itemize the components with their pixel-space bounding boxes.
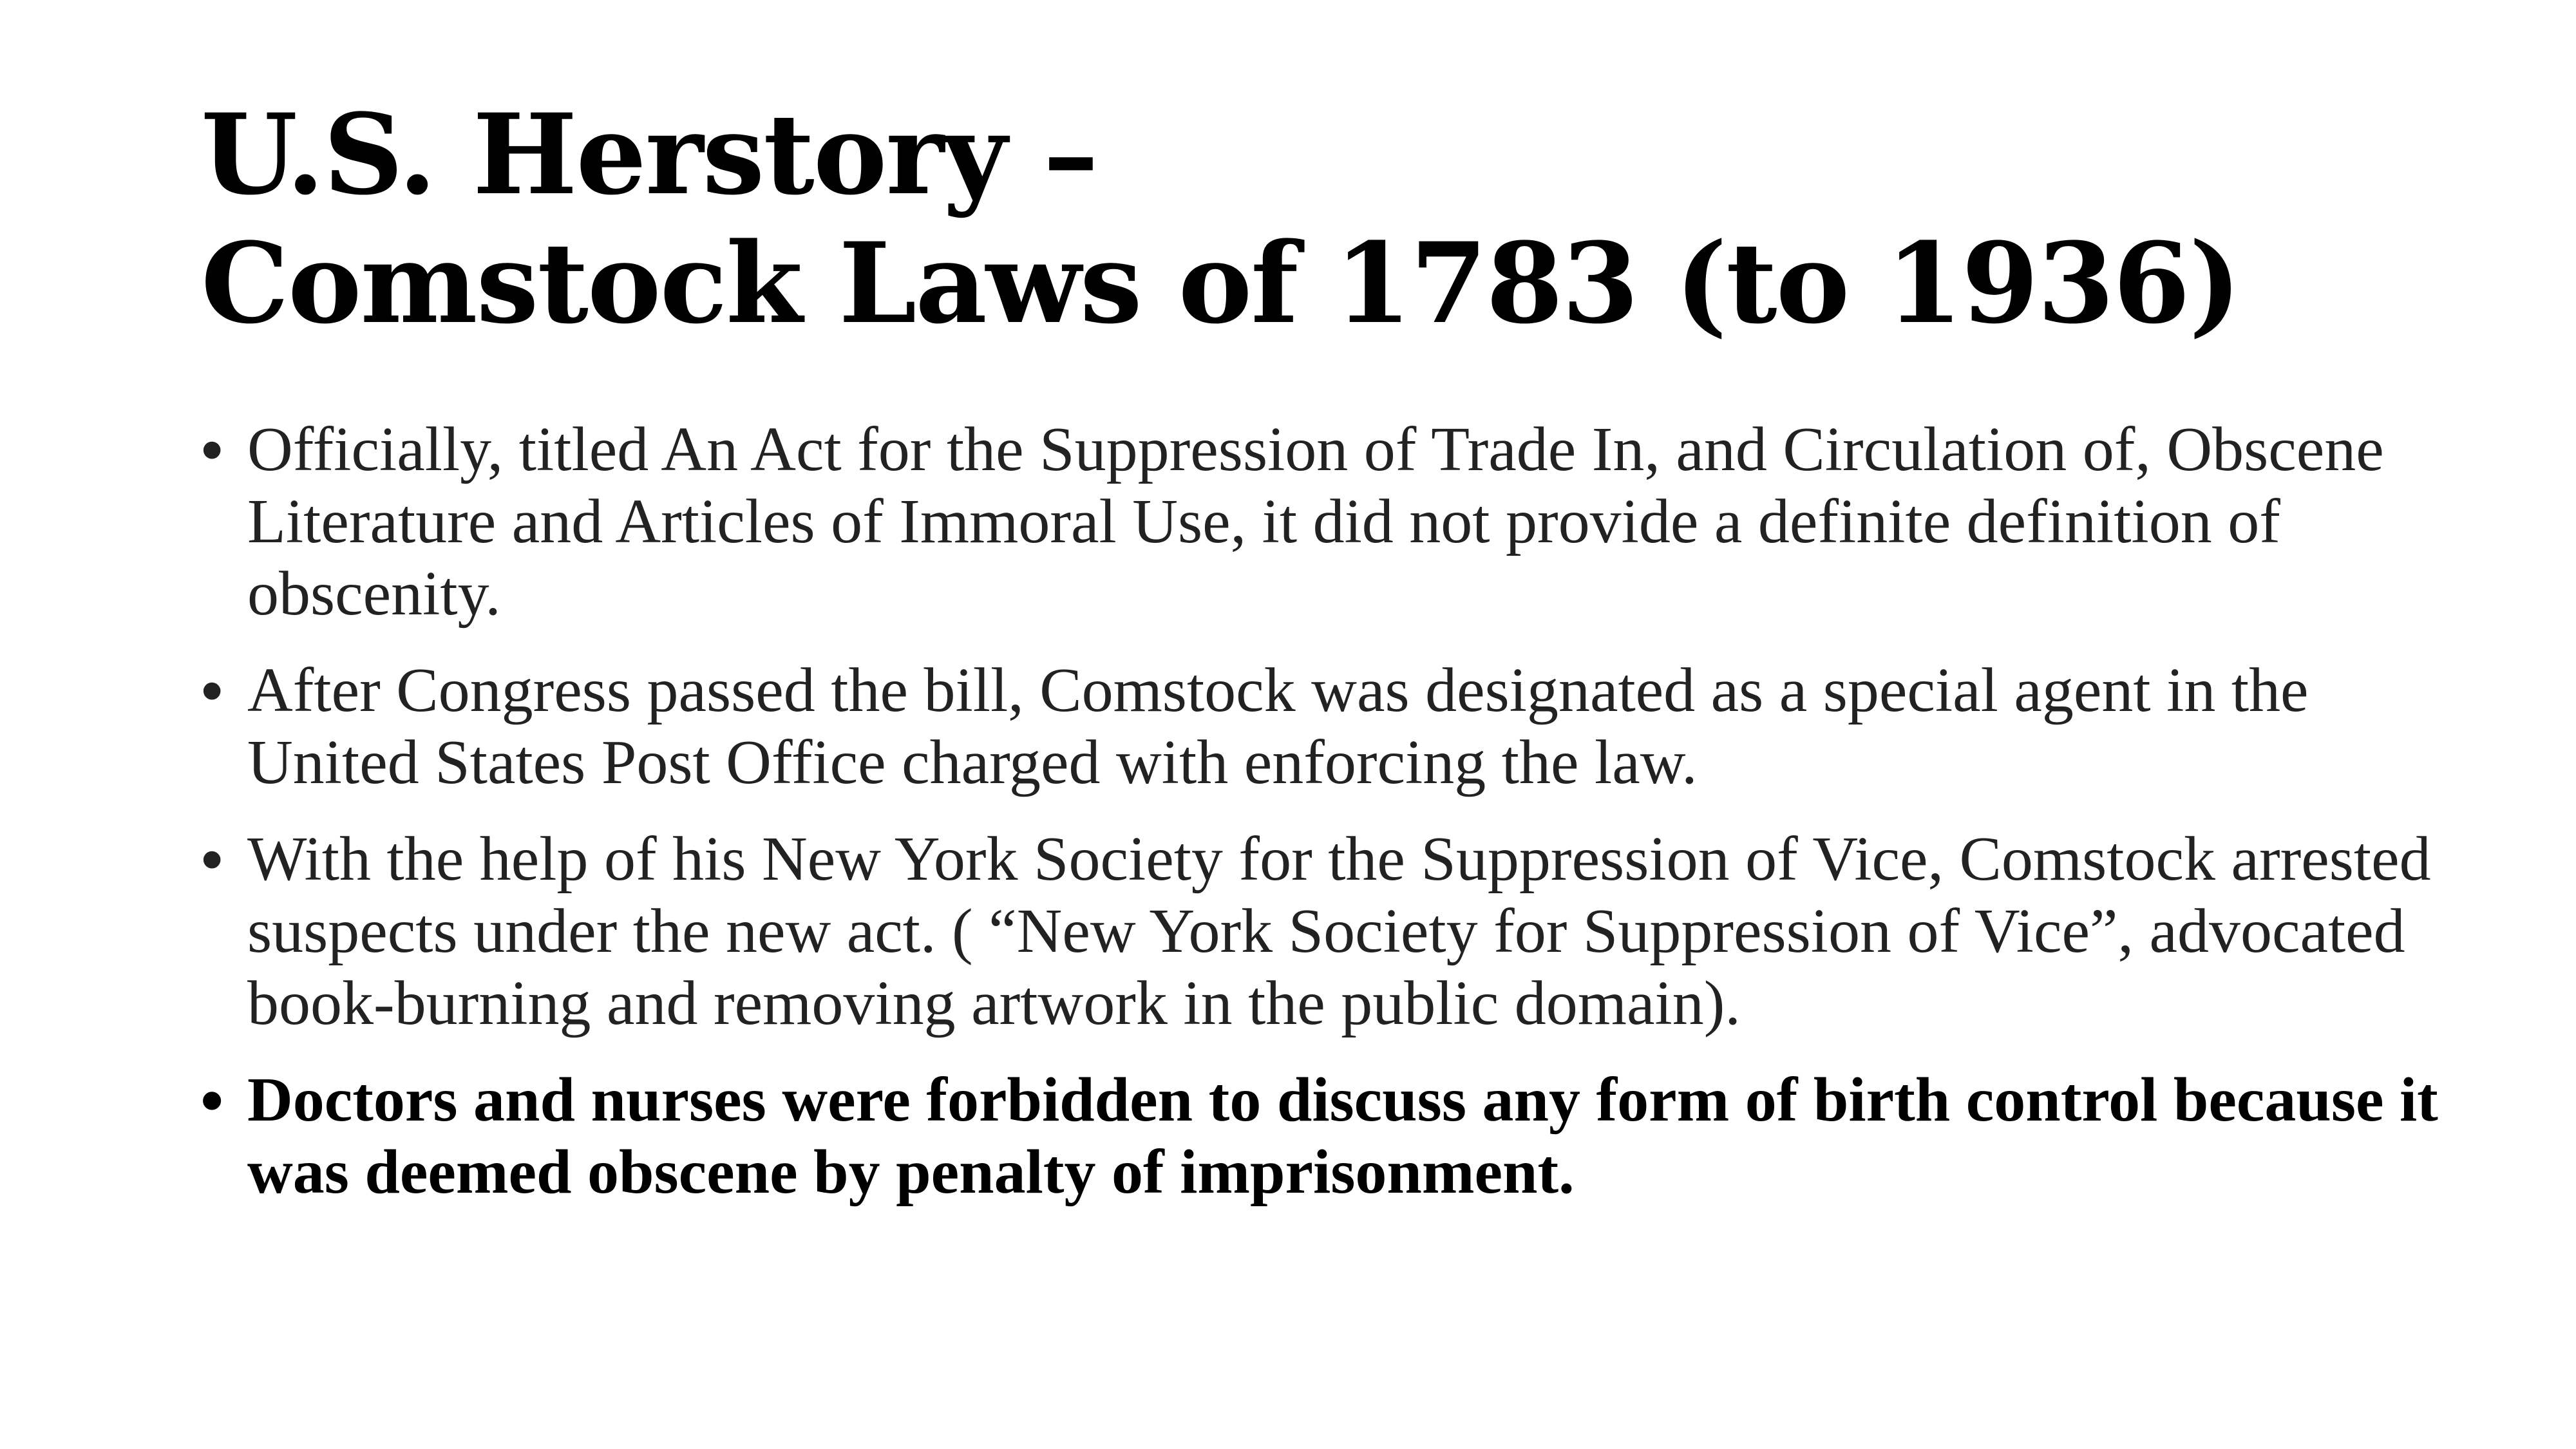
bullet-text-1: Officially, titled An Act for the Suppression of Trade In, and Circulation of, Obscene Literature and Articles of Immoral Use, it did not provide a definite definition of obscenity. (247, 415, 2384, 629)
bullet-text-3: With the help of his New York Society for the Suppression of Vice, Comstock arrested suspects under the new act. ( “New York Society for Suppression of Vice”, advocated book-burning and removing artwork in the public domain). (247, 824, 2431, 1038)
bullet-list (201, 413, 2455, 1233)
bullet-dot-icon: • (201, 655, 223, 726)
slide-title (201, 90, 2391, 348)
bullet-text-4: Doctors and nurses were forbidden to discuss any form of birth control because it was deemed obscene by penalty of imprisonment. (247, 1065, 2438, 1207)
title-line-2: Comstock Laws of 1783 (to 1936) (201, 218, 2240, 348)
title-line-1: U.S. Herstory – (201, 89, 1097, 220)
bullet-dot-icon: • (201, 1065, 223, 1135)
bullet-dot-icon: • (201, 414, 223, 485)
bullet-item-4 (201, 1064, 2455, 1208)
bullet-item-2 (201, 654, 2455, 799)
bullet-item-1 (201, 413, 2455, 630)
bullet-text-2: After Congress passed the bill, Comstock was designated as a special agent in the United States Post Office charged with enforcing the law. (247, 656, 2309, 797)
bullet-item-3 (201, 823, 2455, 1039)
bullet-dot-icon: • (201, 824, 223, 895)
